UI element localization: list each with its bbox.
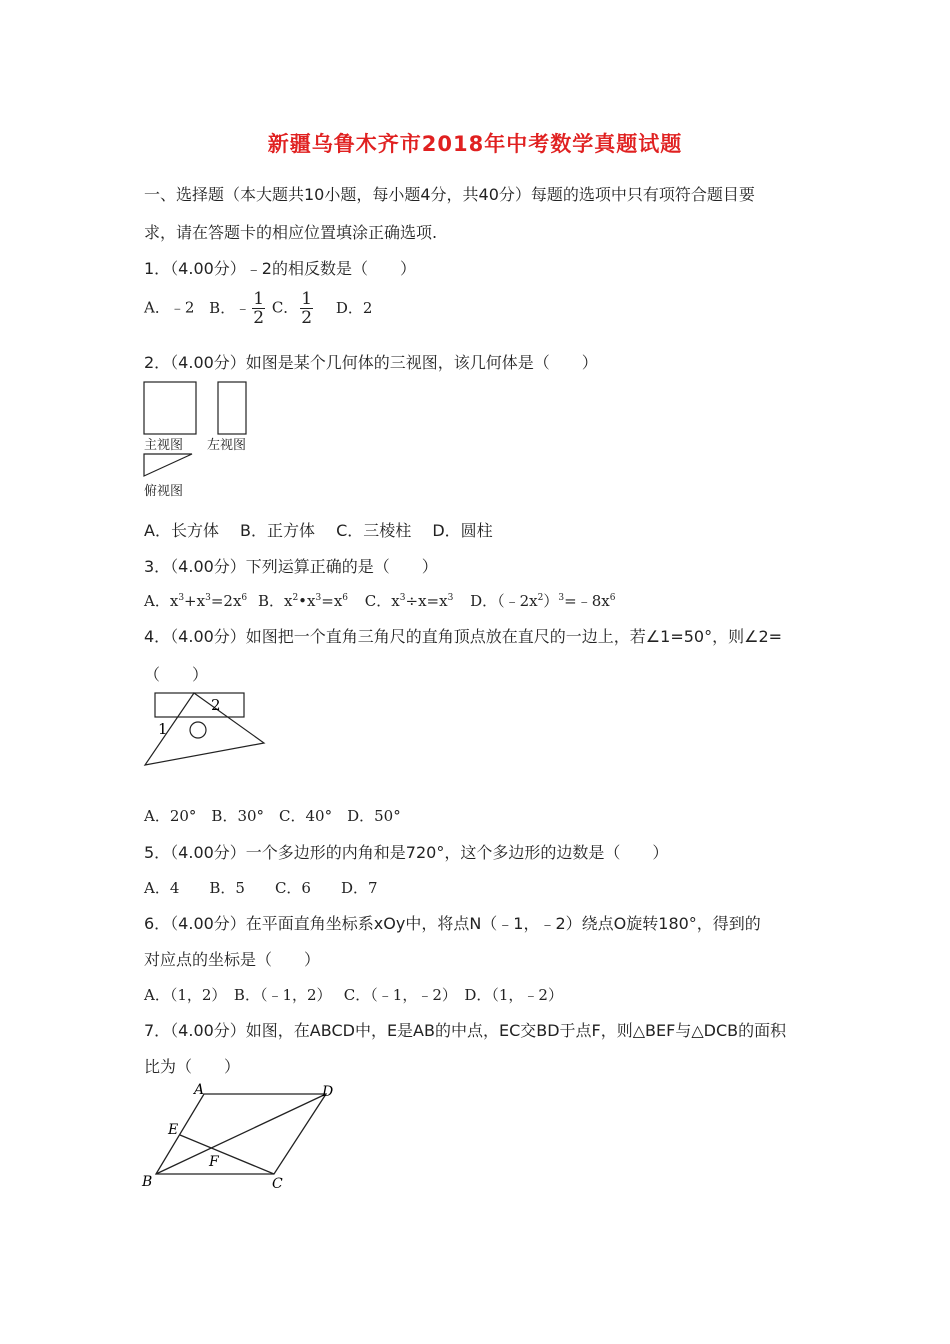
fraction-numerator: 1 [253, 289, 265, 309]
q1-option-b-fraction [252, 290, 265, 327]
fraction-numerator: 1 [301, 289, 313, 309]
front-view-square [144, 382, 196, 434]
fraction-denominator: 2 [301, 308, 313, 328]
q1-option-c-fraction [300, 290, 313, 327]
q2-options: A．长方体 B．正方体 C．三棱柱 D．圆柱 [144, 521, 493, 540]
q3-option-d: D．$(﹣2x^2)^3=﹣8x^6$ [470, 592, 616, 610]
point-b-label: B [142, 1174, 153, 1190]
fraction-denominator: 2 [253, 308, 265, 328]
top-view-triangle [144, 454, 192, 476]
q1-option-d: D．2 [335, 298, 373, 317]
q3-option-c: C．$x^3\div x=x^3$ [364, 592, 454, 610]
point-a-label: A [194, 1082, 205, 1098]
q3-option-b: B．$x^2•x^3=x^6$ [257, 592, 349, 610]
q6-stem-line2: 对应点的坐标是（ ） [144, 950, 321, 969]
q5-options: A．4 B．5 C．6 D．7 [144, 879, 378, 897]
q5-stem: 5．（4.00分）一个多边形的内角和是720°，这个多边形的边数是（ ） [144, 843, 669, 862]
q1-options [144, 290, 372, 327]
section-intro-line2: 求，请在答题卡的相应位置填涂正确选项. [144, 223, 438, 242]
q3-stem: 3．（4.00分）下列运算正确的是（ ） [144, 557, 438, 576]
q3-option-a: A．$x^3+x^3=2x^6$ [144, 592, 248, 610]
q3-options [144, 590, 615, 611]
set-square-hole [190, 722, 206, 738]
parallelogram-figure [138, 1080, 338, 1192]
q4-stem-line2: （ ） [144, 665, 209, 684]
top-view-label: 俯视图 [144, 484, 184, 499]
q4-options: A．20° B．30° C．40° D．50° [144, 807, 401, 825]
q7-stem-line2: 比为（ ） [144, 1057, 241, 1076]
q6-options: A．（1，2） B．（﹣1，2） C．（﹣1，﹣2） D．（1，﹣2） [144, 986, 563, 1004]
left-view-label: 左视图 [207, 438, 247, 453]
point-f-label: F [209, 1154, 219, 1170]
left-view-rect [218, 382, 246, 434]
q4-stem-line1: 4．（4.00分）如图把一个直角三角尺的直角顶点放在直尺的一边上，若∠1=50°，则∠2= [144, 627, 783, 646]
point-d-label: D [322, 1084, 334, 1100]
ruler-triangle-figure [140, 688, 270, 770]
q1-option-b-prefix: B．﹣ [209, 298, 251, 317]
point-e-label: E [168, 1122, 179, 1138]
q1-option-a: A．﹣2 [144, 298, 195, 317]
angle-2-label: 2 [211, 696, 221, 714]
q2-stem: 2．（4.00分）如图是某个几何体的三视图，该几何体是（ ） [144, 353, 598, 372]
angle-1-label: 1 [158, 720, 168, 738]
section-intro-line1: 一、选择题（本大题共10小题，每小题4分，共40分）每题的选项中只有项符合题目要 [144, 185, 755, 204]
front-view-label: 主视图 [144, 438, 184, 453]
page-title: 新疆乌鲁木齐市2018年中考数学真题试题 [267, 132, 683, 156]
q1-option-c-prefix: C． [271, 298, 299, 317]
point-c-label: C [272, 1176, 283, 1192]
q1-stem: 1．（4.00分）﹣2的相反数是（ ） [144, 259, 416, 278]
q7-stem-line1: 7．（4.00分）如图，在ABCD中，E是AB的中点，EC交BD于点F，则△BEF与△DCB的面积 [144, 1021, 787, 1040]
q6-stem-line1: 6．（4.00分）在平面直角坐标系xOy中，将点N（﹣1，﹣2）绕点O旋转180°，得到的 [144, 914, 761, 933]
